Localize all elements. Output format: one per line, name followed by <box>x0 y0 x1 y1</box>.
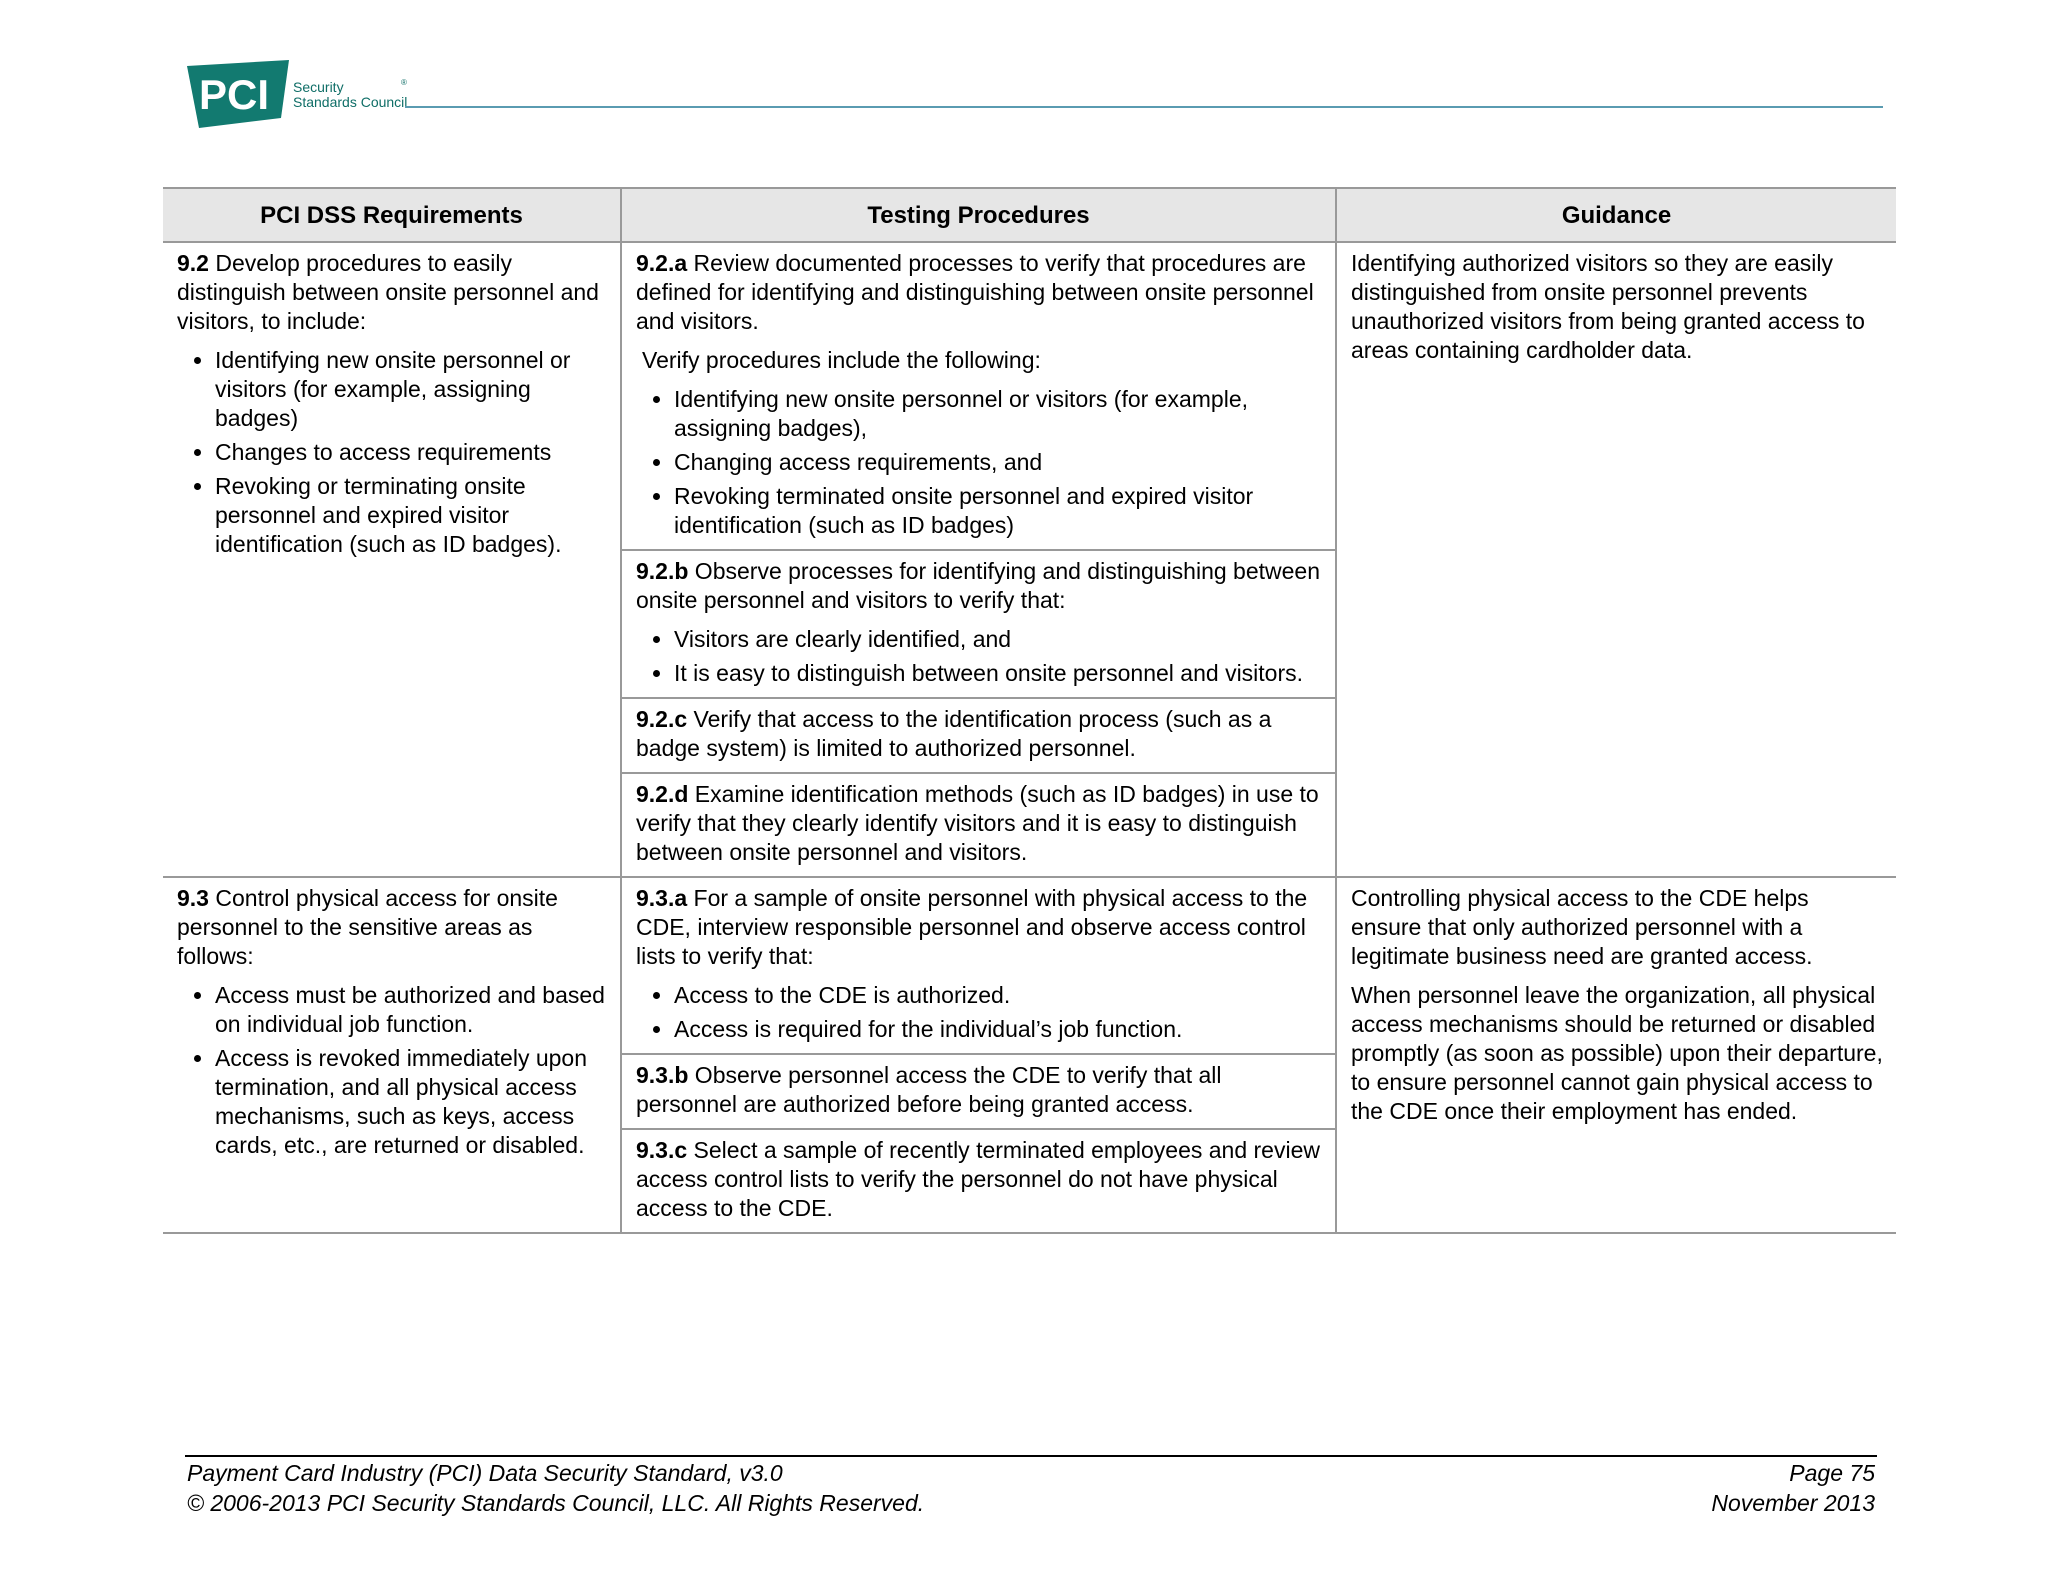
test-9-2-c-text <box>636 705 1322 763</box>
header-requirements: PCI DSS Requirements <box>163 188 621 242</box>
test-9-3-a-list <box>636 981 1322 1044</box>
requirements-table <box>163 187 1896 1234</box>
requirement-9-2-list <box>177 346 607 559</box>
requirement-9-2-cell <box>163 242 621 877</box>
list-item: • It is easy to distinguish between onsite personnel and visitors. <box>674 659 1322 688</box>
logo-line-1: Security <box>293 79 344 95</box>
list-item: • Access is revoked immediately upon termination, and all physical access mechanisms, such as keys, access cards, etc., are returned or disabled. <box>215 1044 607 1160</box>
test-code: 9.2.a <box>636 250 688 276</box>
test-9-3-c-text <box>636 1136 1322 1223</box>
list-item: • Changes to access requirements <box>215 438 607 467</box>
list-item: • Access to the CDE is authorized. <box>674 981 1322 1010</box>
test-description: Observe personnel access the CDE to verify that all personnel are authorized before being granted access. <box>636 1062 1222 1117</box>
test-9-3-b-text <box>636 1061 1322 1119</box>
guidance-9-2-text: Identifying authorized visitors so they are easily distinguished from onsite personnel prevents unauthorized visitors from being granted access to areas containing cardholder data. <box>1351 250 1865 363</box>
test-code: 9.2.b <box>636 558 689 584</box>
logo-line-2: Standards Council <box>293 94 408 110</box>
test-description: Examine identification methods (such as ID badges) in use to verify that they clearly identify visitors and it is easy to distinguish between onsite personnel and visitors. <box>636 781 1319 865</box>
header-guidance: Guidance <box>1336 188 1896 242</box>
footer-date: November 2013 <box>1711 1490 1875 1516</box>
test-code: 9.3.b <box>636 1062 689 1088</box>
list-item: • Identifying new onsite personnel or visitors (for example, assigning badges) <box>215 346 607 433</box>
logo-mark-text: PCI <box>199 71 270 118</box>
test-9-3-b-cell <box>621 1054 1336 1129</box>
requirement-code: 9.3 <box>177 885 209 911</box>
logo-text <box>293 80 407 110</box>
requirement-code: 9.2 <box>177 250 209 276</box>
guidance-9-3-cell <box>1336 877 1896 1233</box>
table-row <box>163 242 1896 550</box>
test-code: 9.3.a <box>636 885 688 911</box>
footer-rule <box>185 1455 1877 1457</box>
requirement-description: Control physical access for onsite personnel to the sensitive areas as follows: <box>177 885 558 969</box>
list-item: • Identifying new onsite personnel or visitors (for example, assigning badges), <box>674 385 1322 443</box>
list-item: • Revoking or terminating onsite personnel and expired visitor identification (such as ID badges). <box>215 472 607 559</box>
list-item: • Access is required for the individual’s job function. <box>674 1015 1322 1044</box>
footer-copyright: © 2006-2013 PCI Security Standards Council, LLC. All Rights Reserved. <box>187 1490 925 1516</box>
test-description: Review documented processes to verify that procedures are defined for identifying and distinguishing between onsite personnel and visitors. <box>636 250 1314 334</box>
test-9-2-a-cell <box>621 242 1336 550</box>
test-9-2-a-verify: Verify procedures include the following: <box>642 347 1041 373</box>
requirement-9-3-text <box>177 884 607 971</box>
test-description: Select a sample of recently terminated employees and review access control lists to verify the personnel do not have physical access to the CDE. <box>636 1137 1320 1221</box>
requirement-description: Develop procedures to easily distinguish between onsite personnel and visitors, to include: <box>177 250 599 334</box>
list-item: • Revoking terminated onsite personnel and expired visitor identification (such as ID badges) <box>674 482 1322 540</box>
footer-left <box>187 1458 924 1518</box>
guidance-9-2-cell <box>1336 242 1896 877</box>
test-9-2-b-list <box>636 625 1322 688</box>
guidance-9-3-paragraph-1: Controlling physical access to the CDE helps ensure that only authorized personnel with a legitimate business need are granted access. <box>1351 885 1813 969</box>
header-rule <box>405 106 1883 108</box>
test-9-2-c-cell <box>621 698 1336 773</box>
test-9-2-a-text <box>636 249 1322 336</box>
footer-page-number: Page 75 <box>1789 1460 1875 1486</box>
logo-registered-mark: ® <box>401 78 407 87</box>
test-description: Verify that access to the identification process (such as a badge system) is limited to authorized personnel. <box>636 706 1272 761</box>
test-9-3-c-cell <box>621 1129 1336 1233</box>
requirement-9-3-cell <box>163 877 621 1233</box>
test-description: Observe processes for identifying and distinguishing between onsite personnel and visitors to verify that: <box>636 558 1321 613</box>
list-item: • Access must be authorized and based on individual job function. <box>215 981 607 1039</box>
test-code: 9.2.c <box>636 706 688 732</box>
test-code: 9.3.c <box>636 1137 688 1163</box>
pci-logo <box>185 60 415 132</box>
footer-document-title: Payment Card Industry (PCI) Data Security Standard, v3.0 <box>187 1460 783 1486</box>
test-9-2-d-cell <box>621 773 1336 877</box>
requirement-9-3-list <box>177 981 607 1160</box>
pci-logo-mark-icon <box>185 60 295 132</box>
test-9-2-b-cell <box>621 550 1336 698</box>
test-9-2-d-text <box>636 780 1322 867</box>
table-row <box>163 877 1896 1054</box>
list-item: • Changing access requirements, and <box>674 448 1322 477</box>
table-header-row <box>163 188 1896 242</box>
test-9-2-b-text <box>636 557 1322 615</box>
test-code: 9.2.d <box>636 781 689 807</box>
test-9-2-a-list <box>636 385 1322 540</box>
header-testing-procedures: Testing Procedures <box>621 188 1336 242</box>
test-9-3-a-cell <box>621 877 1336 1054</box>
requirement-9-2-text <box>177 249 607 336</box>
guidance-9-3-paragraph-2: When personnel leave the organization, all physical access mechanisms should be returned or disabled promptly (as soon as possible) upon their departure, to ensure personnel cannot gain physical access to the CDE once their employment has ended. <box>1351 982 1883 1124</box>
test-description: For a sample of onsite personnel with physical access to the CDE, interview responsible personnel and observe access control lists to verify that: <box>636 885 1308 969</box>
test-9-3-a-text <box>636 884 1322 971</box>
list-item: • Visitors are clearly identified, and <box>674 625 1322 654</box>
footer-right <box>1711 1458 1875 1518</box>
